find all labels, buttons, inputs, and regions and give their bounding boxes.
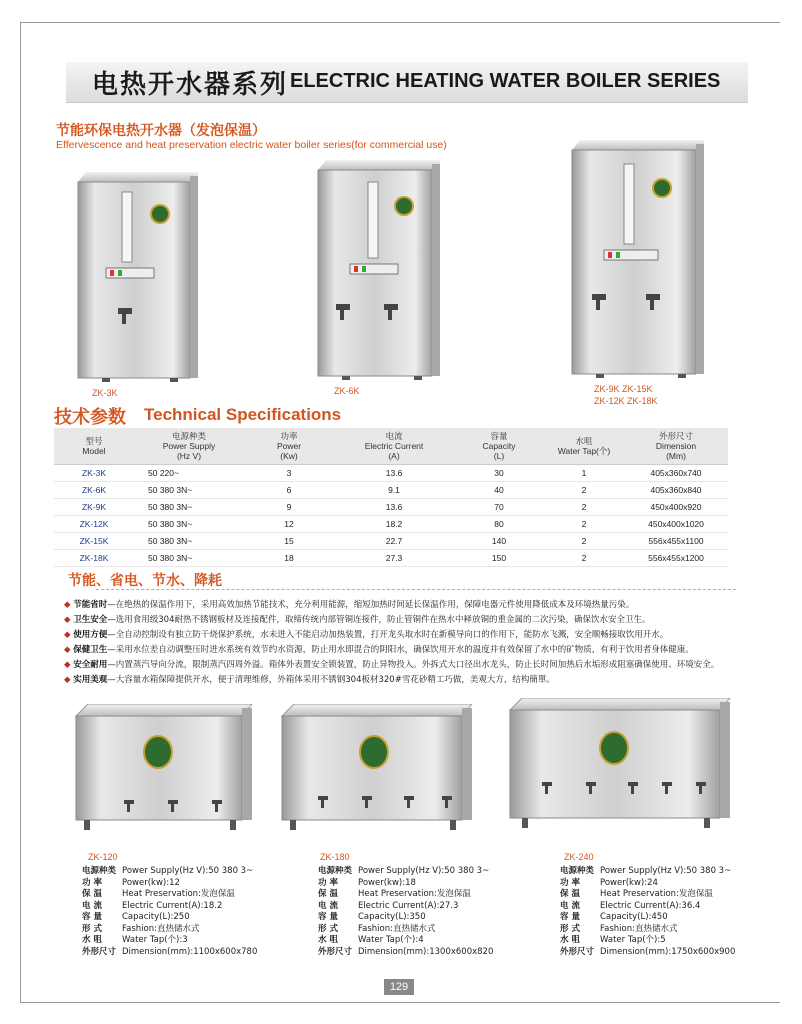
spec-row: 电源种类 Power Supply(Hz V):50 380 3~ — [318, 866, 490, 876]
cell-capacity: 30 — [454, 465, 544, 482]
cell-water-tap: 2 — [544, 499, 624, 516]
tank-zk-180-specs — [318, 866, 493, 958]
cell-dimension: 556x455x1100 — [624, 533, 728, 550]
cell-current: 18.2 — [334, 516, 454, 533]
page-title-en: ELECTRIC HEATING WATER BOILER SERIES — [290, 70, 721, 92]
col-header-dimension: 外形尺寸 Dimension (Mm) — [624, 428, 728, 465]
cell-dimension: 450x400x920 — [624, 499, 728, 516]
cell-water-tap: 2 — [544, 533, 624, 550]
cell-current: 27.3 — [334, 550, 454, 567]
cell-water-tap: 2 — [544, 482, 624, 499]
cell-power: 9 — [244, 499, 334, 516]
specs-header-row — [54, 428, 728, 465]
spec-row: 保 温 Heat Preservation:发泡保温 — [82, 889, 235, 899]
list-item: ◆ 实用美观—大容量水箱保障提供开水，便于清理维修，外箱体采用不锈钢304板材320#雪花砂精工巧做，美观大方，结构簡單。 — [64, 675, 555, 685]
tank-zk-240-image — [506, 698, 734, 832]
page-number: 129 — [384, 979, 414, 995]
list-item: ◆ 保健卫生—采用水位差自动调整压时进水系统有效节约水资源，防止用水即混合的阴阳水，确保饮用开水的温度并有效保留了水中的矿物质，有利于饮用者身体健康。 — [64, 645, 694, 655]
list-item: ◆ 卫生安全—选用食用级304耐热不锈钢板材及连接配件，取缔传统内部管铜连接件，防止管铜件在热水中释放铜的重金属的二次污染，确保饮水安全卫生。 — [64, 615, 651, 625]
cell-model: ZK-18K — [54, 550, 134, 567]
cell-power-supply: 50 380 3N~ — [134, 482, 244, 499]
product-caption: ZK-6K — [334, 386, 360, 396]
cell-power: 15 — [244, 533, 334, 550]
section-subtitle-en: Effervescence and heat preservation electric water boiler series(for commercial use) — [56, 139, 447, 151]
spec-row: 外形尺寸 Dimension(mm):1300x600x820 — [318, 946, 494, 957]
page-frame-top — [20, 22, 780, 23]
cell-capacity: 40 — [454, 482, 544, 499]
bullet-icon: ◆ — [64, 660, 71, 670]
bullet-icon: ◆ — [64, 615, 71, 625]
table-row — [54, 516, 728, 533]
cell-model: ZK-3K — [54, 465, 134, 482]
cell-model: ZK-15K — [54, 533, 134, 550]
cell-capacity: 80 — [454, 516, 544, 533]
table-row — [54, 482, 728, 499]
features-list — [64, 598, 744, 688]
table-row — [54, 499, 728, 516]
spec-row: 保 温 Heat Preservation:发泡保温 — [318, 889, 471, 899]
cell-water-tap: 2 — [544, 516, 624, 533]
spec-row: 水 咀 Water Tap(个):5 — [560, 935, 666, 945]
bullet-icon: ◆ — [64, 675, 71, 685]
tank-model-label: ZK-180 — [320, 852, 350, 862]
tank-model-label: ZK-240 — [564, 852, 594, 862]
table-row — [54, 465, 728, 482]
cell-current: 9.1 — [334, 482, 454, 499]
bullet-icon: ◆ — [64, 630, 71, 640]
tank-model-label: ZK-120 — [88, 852, 118, 862]
cell-capacity: 150 — [454, 550, 544, 567]
bullet-icon: ◆ — [64, 645, 71, 655]
cell-capacity: 70 — [454, 499, 544, 516]
spec-row: 形 式 Fashion:直热储水式 — [318, 923, 436, 934]
spec-row: 功 率 Power(kw):24 — [560, 877, 658, 888]
cell-power: 18 — [244, 550, 334, 567]
bullet-icon: ◆ — [64, 600, 71, 610]
spec-row: 保 温 Heat Preservation:发泡保温 — [560, 889, 713, 899]
cell-capacity: 140 — [454, 533, 544, 550]
cell-current: 13.6 — [334, 499, 454, 516]
cell-model: ZK-12K — [54, 516, 134, 533]
spec-row: 水 咀 Water Tap(个):3 — [82, 935, 188, 945]
tank-zk-120-image — [72, 704, 256, 834]
spec-row: 形 式 Fashion:直热储水式 — [82, 923, 200, 934]
col-header-capacity: 容量 Capacity (L) — [454, 428, 544, 465]
spec-row: 电 流 Electric Current(A):27.3 — [318, 900, 459, 911]
section-subtitle-zh: 节能环保电热开水器（发泡保温） — [56, 123, 266, 139]
spec-row: 外形尺寸 Dimension(mm):1750x600x900 — [560, 946, 736, 957]
cell-power: 12 — [244, 516, 334, 533]
spec-row: 电 流 Electric Current(A):18.2 — [82, 900, 223, 911]
list-item: ◆ 使用方便—全自动控制设有独立防干烧保护系统，水未进入不能启动加热装置，打开龙头取水时在新模导向口的作用下，能防水飞溅，安全顺畅接取饮用开水。 — [64, 630, 669, 640]
col-header-power-supply: 电源种类 Power Supply (Hz V) — [134, 428, 244, 465]
features-heading: 节能、省电、节水、降耗 — [68, 573, 222, 589]
cell-current: 13.6 — [334, 465, 454, 482]
table-row — [54, 550, 728, 567]
cell-power-supply: 50 380 3N~ — [134, 516, 244, 533]
cell-power-supply: 50 220~ — [134, 465, 244, 482]
cell-power-supply: 50 380 3N~ — [134, 533, 244, 550]
spec-row: 容 量 Capacity(L):450 — [560, 912, 668, 922]
col-header-water-tap: 水咀 Water Tap(个) — [544, 428, 624, 465]
specs-heading-zh: 技术参数 — [54, 407, 126, 428]
boiler-zk-9k-18k-image — [568, 140, 708, 380]
cell-model: ZK-6K — [54, 482, 134, 499]
spec-row: 形 式 Fashion:直热储水式 — [560, 923, 678, 934]
spec-row: 电 流 Electric Current(A):36.4 — [560, 900, 701, 911]
page-title-zh: 电热开水器系列 — [92, 70, 289, 100]
list-item: ◆ 节能省时—在绝热的保温作用下，采用高效加热节能技术，充分利用能源，缩短加热时间延长保温作用，保障电器元件使用降低成本及环境热量污染。 — [64, 600, 635, 610]
boiler-zk-3k-image — [74, 172, 202, 384]
col-header-current: 电流 Electric Current (A) — [334, 428, 454, 465]
spec-row: 电源种类 Power Supply(Hz V):50 380 3~ — [82, 866, 254, 876]
cell-dimension: 556x455x1200 — [624, 550, 728, 567]
spec-row: 容 量 Capacity(L):350 — [318, 912, 426, 922]
table-row — [54, 533, 728, 550]
cell-power: 6 — [244, 482, 334, 499]
cell-water-tap: 2 — [544, 550, 624, 567]
features-divider — [96, 589, 736, 590]
tank-zk-240-specs — [560, 866, 735, 958]
spec-row: 容 量 Capacity(L):250 — [82, 912, 190, 922]
boiler-zk-6k-image — [314, 160, 444, 382]
cell-power-supply: 50 380 3N~ — [134, 499, 244, 516]
spec-row: 功 率 Power(kw):18 — [318, 877, 416, 888]
product-caption: ZK-3K — [92, 388, 118, 398]
cell-power-supply: 50 380 3N~ — [134, 550, 244, 567]
spec-row: 功 率 Power(kw):12 — [82, 877, 180, 888]
tank-zk-180-image — [278, 704, 476, 834]
product-caption: ZK-9K ZK-15K — [594, 384, 653, 394]
specs-heading-en: Technical Specifications — [144, 405, 342, 424]
col-header-power: 功率 Power (Kw) — [244, 428, 334, 465]
cell-power: 3 — [244, 465, 334, 482]
specs-table — [54, 428, 728, 567]
cell-current: 22.7 — [334, 533, 454, 550]
tank-zk-120-specs — [82, 866, 257, 958]
col-header-model: 型号 Model — [54, 428, 134, 465]
page-frame-left — [20, 22, 21, 1002]
cell-dimension: 405x360x740 — [624, 465, 728, 482]
cell-dimension: 405x360x840 — [624, 482, 728, 499]
spec-row: 电源种类 Power Supply(Hz V):50 380 3~ — [560, 866, 732, 876]
product-caption: ZK-12K ZK-18K — [594, 396, 658, 406]
spec-row: 外形尺寸 Dimension(mm):1100x600x780 — [82, 946, 258, 957]
list-item: ◆ 安全耐用—内置蒸汽导向分流，限制蒸汽四周外溢。箱体外表置安全锁装置，防止异物投入。外拆式大口径出水龙头，防止长时间加热后水垢形成阻塞确保使用、环境安全。 — [64, 660, 720, 670]
cell-dimension: 450x400x1020 — [624, 516, 728, 533]
page-frame-bottom — [20, 1002, 780, 1003]
cell-water-tap: 1 — [544, 465, 624, 482]
cell-model: ZK-9K — [54, 499, 134, 516]
spec-row: 水 咀 Water Tap(个):4 — [318, 935, 424, 945]
